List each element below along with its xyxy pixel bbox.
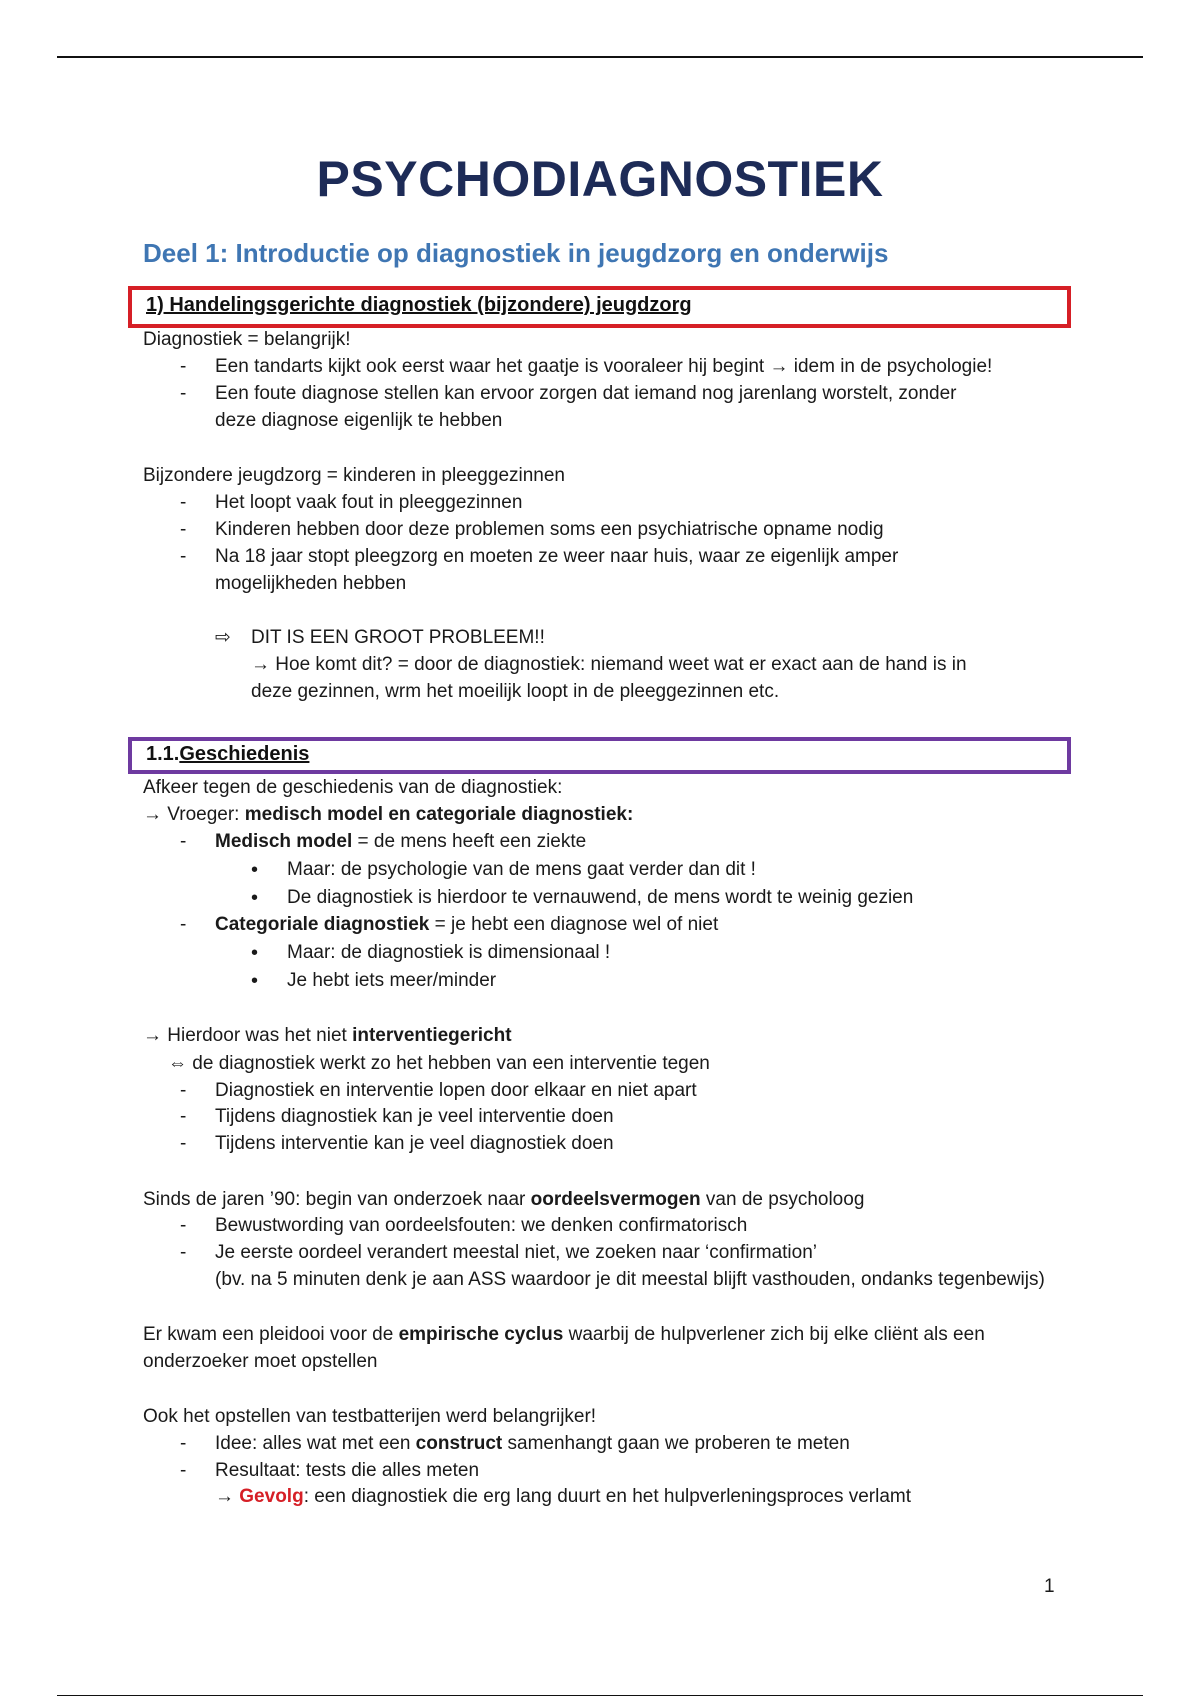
- part-heading: Deel 1: Introductie op diagnostiek in jeugdzorg en onderwijs: [143, 238, 889, 268]
- problem-statement: DIT IS EEN GROOT PROBLEEM!!: [251, 627, 545, 648]
- list-item: Idee: alles wat met een construct samenhangt gaan we proberen te meten: [215, 1433, 850, 1454]
- list-item: Je hebt iets meer/minder: [287, 970, 497, 991]
- consequence: → Gevolg: een diagnostiek die erg lang duurt en het hulpverleningsproces verlamt: [215, 1486, 912, 1507]
- list-item: Tijdens interventie kan je veel diagnostiek doen: [215, 1133, 614, 1154]
- medical-model: Medisch model = de mens heeft een ziekte: [215, 831, 587, 852]
- header-rule: [57, 56, 1143, 58]
- list-item-continuation: mogelijkheden hebben: [215, 573, 407, 594]
- list-item: Een tandarts kijkt ook eerst waar het gaatje is vooraleer hij begint → idem in de psychologie!: [215, 356, 993, 377]
- dash-marker: -: [180, 1080, 187, 1101]
- list-item: Maar: de diagnostiek is dimensionaal !: [287, 942, 611, 963]
- dash-marker: -: [180, 831, 187, 852]
- section-title: Geschiedenis: [179, 743, 310, 765]
- section-1-heading-box: [128, 286, 1071, 328]
- section-1-intro: Diagnostiek = belangrijk!: [143, 329, 351, 350]
- arrow-right-icon: ⇨: [215, 627, 231, 648]
- dash-marker: -: [180, 914, 187, 935]
- dash-marker: -: [180, 356, 187, 377]
- dash-marker: -: [180, 546, 187, 567]
- dash-marker: -: [180, 1242, 187, 1263]
- list-item: Maar: de psychologie van de mens gaat verder dan dit !: [287, 859, 756, 880]
- dash-marker: -: [180, 1460, 187, 1481]
- dash-marker: -: [180, 1215, 187, 1236]
- problem-cause: → Hoe komt dit? = door de diagnostiek: niemand weet wat er exact aan de hand is in: [251, 654, 967, 675]
- list-item: Bewustwording van oordeelsfouten: we denken confirmatorisch: [215, 1215, 748, 1236]
- list-item: De diagnostiek is hierdoor te vernauwend, de mens wordt te weinig gezien: [287, 887, 914, 908]
- document-title: PSYCHODIAGNOSTIEK: [316, 151, 884, 207]
- section-number: 1.1.: [146, 743, 180, 765]
- test-battery-intro: Ook het opstellen van testbatterijen werd belangrijker!: [143, 1406, 597, 1427]
- dash-marker: -: [180, 1106, 187, 1127]
- page-number: 1: [1044, 1576, 1055, 1597]
- list-item-continuation: deze diagnose eigenlijk te hebben: [215, 410, 503, 431]
- nineties-research: Sinds de jaren ’90: begin van onderzoek naar oordeelsvermogen van de psycholoog: [143, 1189, 865, 1210]
- intervention-contrast: ⇔ de diagnostiek werkt zo het hebben van een interventie tegen: [168, 1053, 710, 1074]
- list-item: Het loopt vaak fout in pleeggezinnen: [215, 492, 523, 513]
- dash-marker: -: [180, 1133, 187, 1154]
- intervention-result: → Hierdoor was het niet interventiegericht: [143, 1025, 512, 1046]
- problem-cause-continuation: deze gezinnen, wrm het moeilijk loopt in de pleeggezinnen etc.: [251, 681, 780, 702]
- categorical-diagnostics: Categoriale diagnostiek = je hebt een diagnose wel of niet: [215, 914, 719, 935]
- list-item: Je eerste oordeel verandert meestal niet, we zoeken naar ‘confirmation’: [215, 1242, 817, 1263]
- bullet-dot-icon: •: [251, 859, 259, 881]
- footer-rule: [57, 1695, 1143, 1696]
- section-1-heading: 1) Handelingsgerichte diagnostiek (bijzondere) jeugdzorg: [146, 294, 692, 316]
- list-item: Een foute diagnose stellen kan ervoor zorgen dat iemand nog jarenlang worstelt, zonder: [215, 383, 957, 404]
- dash-marker: -: [180, 519, 187, 540]
- list-item: Kinderen hebben door deze problemen soms een psychiatrische opname nodig: [215, 519, 884, 540]
- list-item: Tijdens diagnostiek kan je veel interventie doen: [215, 1106, 614, 1127]
- bullet-dot-icon: •: [251, 970, 259, 992]
- empirical-cycle-plea: Er kwam een pleidooi voor de empirische cyclus waarbij de hulpverlener zich bij elke cliënt als een: [143, 1324, 985, 1345]
- bullet-dot-icon: •: [251, 942, 259, 964]
- list-item: Diagnostiek en interventie lopen door elkaar en niet apart: [215, 1080, 697, 1101]
- dash-marker: -: [180, 492, 187, 513]
- bullet-dot-icon: •: [251, 887, 259, 909]
- dash-marker: -: [180, 1433, 187, 1454]
- list-item: Resultaat: tests die alles meten: [215, 1460, 480, 1481]
- history-intro: Afkeer tegen de geschiedenis van de diagnostiek:: [143, 777, 563, 798]
- section-1-1-heading: [146, 743, 309, 766]
- list-item: Na 18 jaar stopt pleegzorg en moeten ze weer naar huis, waar ze eigenlijk amper: [215, 546, 899, 567]
- empirical-cycle-plea-continuation: onderzoeker moet opstellen: [143, 1351, 378, 1372]
- special-care-intro: Bijzondere jeugdzorg = kinderen in pleeggezinnen: [143, 465, 565, 486]
- dash-marker: -: [180, 383, 187, 404]
- list-item-example: (bv. na 5 minuten denk je aan ASS waardoor je dit meestal blijft vasthouden, ondanks tegenbewijs): [215, 1269, 1045, 1290]
- section-1-1-heading-box: [128, 737, 1071, 774]
- past-models: → Vroeger: medisch model en categoriale diagnostiek:: [143, 804, 634, 825]
